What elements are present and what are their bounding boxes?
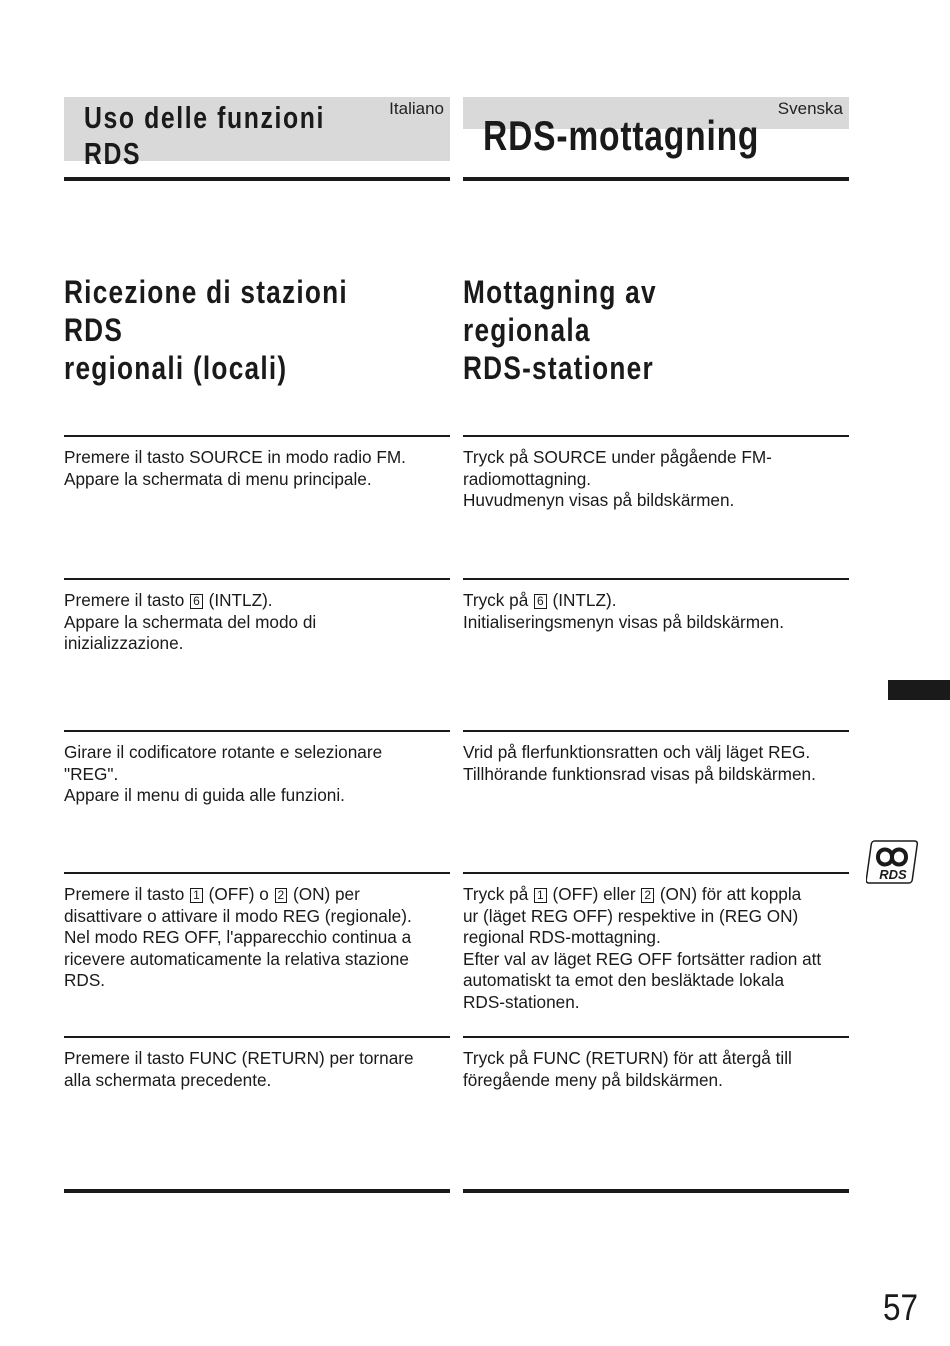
step-text: Vrid på flerfunktionsratten och välj läget REG. Tillhörande funktionsrad visas på bildskärmen.	[463, 742, 816, 784]
language-label: Italiano	[389, 99, 444, 118]
step-1	[64, 435, 450, 490]
page-number: 57	[883, 1287, 918, 1328]
step-text: Tryck på FUNC (RETURN) för att återgå till föregående meny på bildskärmen.	[463, 1048, 792, 1090]
step-1	[463, 435, 849, 512]
rds-logo-icon	[866, 839, 920, 885]
step-text: Tryck på SOURCE under pågående FM- radiomottagning. Huvudmenyn visas på bildskärmen.	[463, 447, 772, 511]
step-text: Tryck på 6 (INTLZ). Initialiseringsmenyn visas på bildskärmen.	[463, 590, 784, 632]
step-3	[463, 730, 849, 785]
step-divider	[64, 435, 450, 437]
key-6-icon: 6	[534, 594, 547, 609]
step-text: Premere il tasto FUNC (RETURN) per tornare alla schermata precedente.	[64, 1048, 414, 1090]
step-text: Premere il tasto 6 (INTLZ). Appare la schermata del modo di inizializzazione.	[64, 590, 317, 654]
step-text: Premere il tasto 1 (OFF) o 2 (ON) per disattivare o attivare il modo REG (regionale). Nel modo REG OFF, l'apparecchio continua a ricevere automaticamente la relativa stazione RDS.	[64, 884, 412, 991]
step-2	[463, 578, 849, 633]
step-divider	[463, 578, 849, 580]
key-6-icon: 6	[190, 594, 203, 609]
step-3	[64, 730, 450, 807]
step-divider	[463, 730, 849, 732]
step-5	[463, 1036, 849, 1091]
key-1-icon: 1	[534, 888, 547, 903]
bottom-rule	[463, 1189, 849, 1193]
step-text: Tryck på 1 (OFF) eller 2 (ON) för att koppla ur (läget REG OFF) respektive in (REG ON) regional RDS-mottagning. Efter val av läget REG OFF fortsätter radion att automatiskt ta emot den besläktade lokala RDS-stationen.	[463, 884, 822, 1012]
section-tab-marker	[888, 680, 950, 700]
section-heading: Ricezione di stazioni RDS regionali (locali)	[64, 274, 348, 386]
step-divider	[64, 1036, 450, 1038]
bottom-rule	[64, 1189, 450, 1193]
step-2	[64, 578, 450, 655]
key-2-icon: 2	[641, 888, 654, 903]
step-divider	[64, 578, 450, 580]
key-2-icon: 2	[275, 888, 288, 903]
section-heading: Mottagning av regionala RDS-stationer	[463, 274, 657, 386]
rds-logo-text: RDS	[879, 867, 907, 882]
step-divider	[463, 872, 849, 874]
step-divider	[64, 872, 450, 874]
key-1-icon: 1	[190, 888, 203, 903]
page-title: Uso delle funzioni RDS	[84, 100, 325, 171]
step-divider	[463, 435, 849, 437]
step-text: Girare il codificatore rotante e selezionare "REG". Appare il menu di guida alle funzioni.	[64, 742, 383, 806]
step-text: Premere il tasto SOURCE in modo radio FM. Appare la schermata di menu principale.	[64, 447, 406, 489]
step-5	[64, 1036, 450, 1091]
header-rule	[64, 177, 450, 181]
language-label: Svenska	[777, 99, 843, 118]
header-rule	[463, 177, 849, 181]
step-divider	[64, 730, 450, 732]
step-divider	[463, 1036, 849, 1038]
step-4	[64, 872, 450, 992]
step-4	[463, 872, 849, 1014]
page-title: RDS-mottagning	[483, 112, 760, 159]
